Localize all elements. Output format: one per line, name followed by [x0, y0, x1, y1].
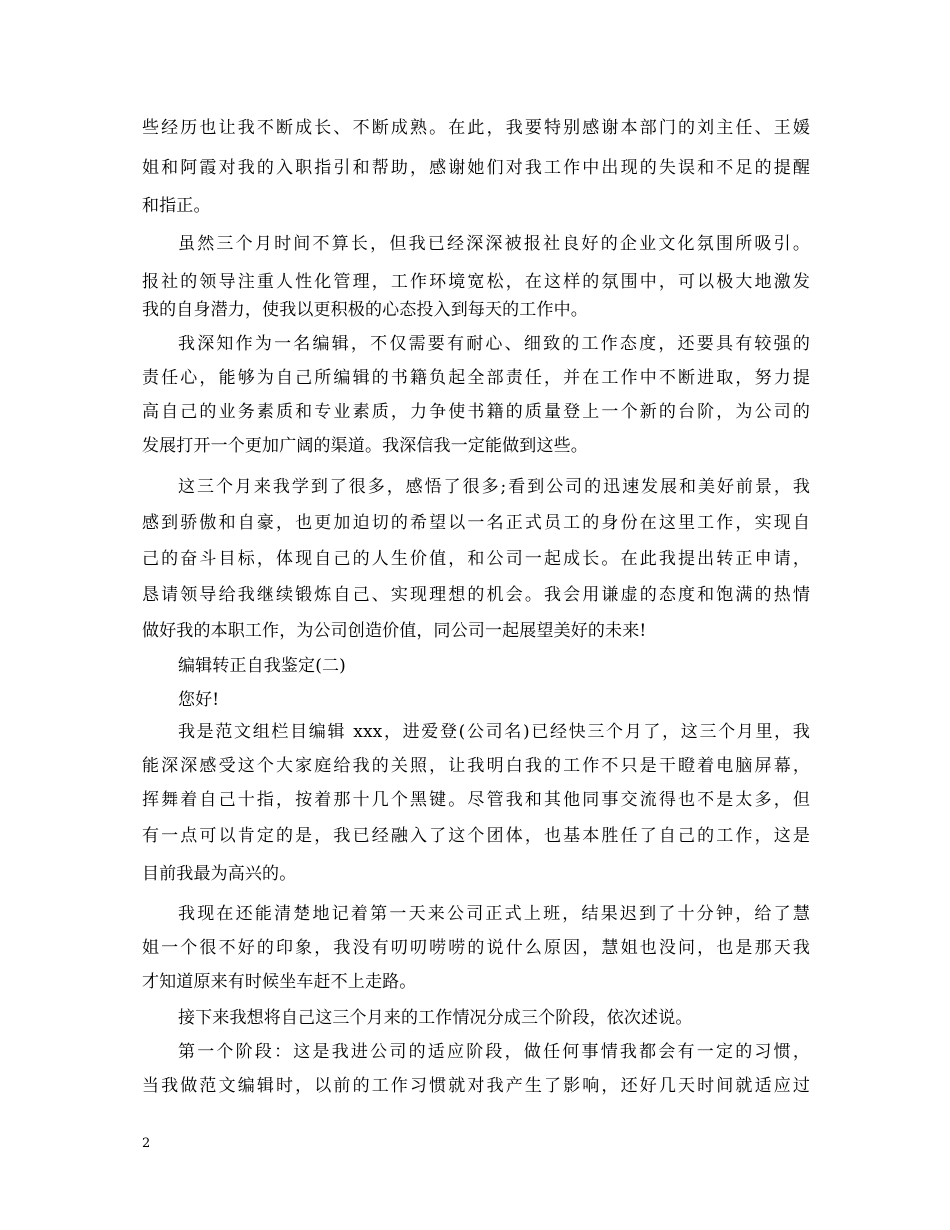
section-heading: 编辑转正自我鉴定(二) [178, 656, 346, 676]
text-line: 我深知作为一名编辑，不仅需要有耐心、细致的工作态度，还要具有较强的 [178, 334, 810, 354]
text-line: 己的奋斗目标，体现自己的人生价值，和公司一起成长。在此我提出转正申请， [142, 549, 810, 569]
text-line: 姐一个很不好的印象，我没有叨叨唠唠的说什么原因，慧姐也没问，也是那天我 [142, 938, 810, 958]
text-line: 我是范文组栏目编辑 xxx，进爱登(公司名)已经快三个月了，这三个月里，我 [178, 722, 810, 742]
text-line: 姐和阿霞对我的入职指引和帮助，感谢她们对我工作中出现的失误和不足的提醒 [142, 158, 810, 178]
salutation: 您好! [178, 690, 220, 710]
text-line: 第一个阶段：这是我进公司的适应阶段，做任何事情我都会有一定的习惯， [178, 1042, 810, 1062]
text-line: 做好我的本职工作，为公司创造价值，同公司一起展望美好的未来! [142, 621, 647, 641]
text-line: 感到骄傲和自豪，也更加迫切的希望以一名正式员工的身份在这里工作，实现自 [142, 513, 810, 533]
text-line: 报社的领导注重人性化管理，工作环境宽松，在这样的氛围中，可以极大地激发 [142, 272, 810, 292]
page-number: 2 [142, 1136, 151, 1151]
text-line: 这三个月来我学到了很多，感悟了很多;看到公司的迅速发展和美好前景，我 [178, 477, 810, 497]
text-line: 当我做范文编辑时，以前的工作习惯就对我产生了影响，还好几天时间就适应过 [142, 1076, 810, 1096]
text-line: 和指正。 [142, 196, 211, 216]
text-line: 才知道原来有时候坐车赶不上走路。 [142, 972, 417, 992]
text-line: 我现在还能清楚地记着第一天来公司正式上班，结果迟到了十分钟，给了慧 [178, 904, 810, 924]
text-line: 接下来我想将自己这三个月来的工作情况分成三个阶段，依次述说。 [178, 1008, 693, 1028]
text-line: 恳请领导给我继续锻炼自己、实现理想的机会。我会用谦虚的态度和饱满的热情 [142, 585, 810, 605]
text-line: 目前我最为高兴的。 [142, 864, 297, 884]
text-line: 能深深感受这个大家庭给我的关照，让我明白我的工作不只是干瞪着电脑屏幕， [142, 756, 810, 776]
text-line: 有一点可以肯定的是，我已经融入了这个团体，也基本胜任了自己的工作，这是 [142, 826, 810, 846]
text-line: 责任心，能够为自己所编辑的书籍负起全部责任，并在工作中不断进取，努力提 [142, 368, 810, 388]
text-line: 高自己的业务素质和专业素质，力争使书籍的质量登上一个新的台阶，为公司的 [142, 402, 810, 422]
text-line: 虽然三个月时间不算长，但我已经深深被报社良好的企业文化氛围所吸引。 [178, 234, 810, 254]
text-line: 发展打开一个更加广阔的渠道。我深信我一定能做到这些。 [142, 436, 588, 456]
text-line: 我的自身潜力，使我以更积极的心态投入到每天的工作中。 [142, 300, 588, 320]
text-line: 些经历也让我不断成长、不断成熟。在此，我要特别感谢本部门的刘主任、王媛 [142, 118, 810, 138]
text-line: 挥舞着自己十指，按着那十几个黑键。尽管我和其他同事交流得也不是太多，但 [142, 790, 810, 810]
